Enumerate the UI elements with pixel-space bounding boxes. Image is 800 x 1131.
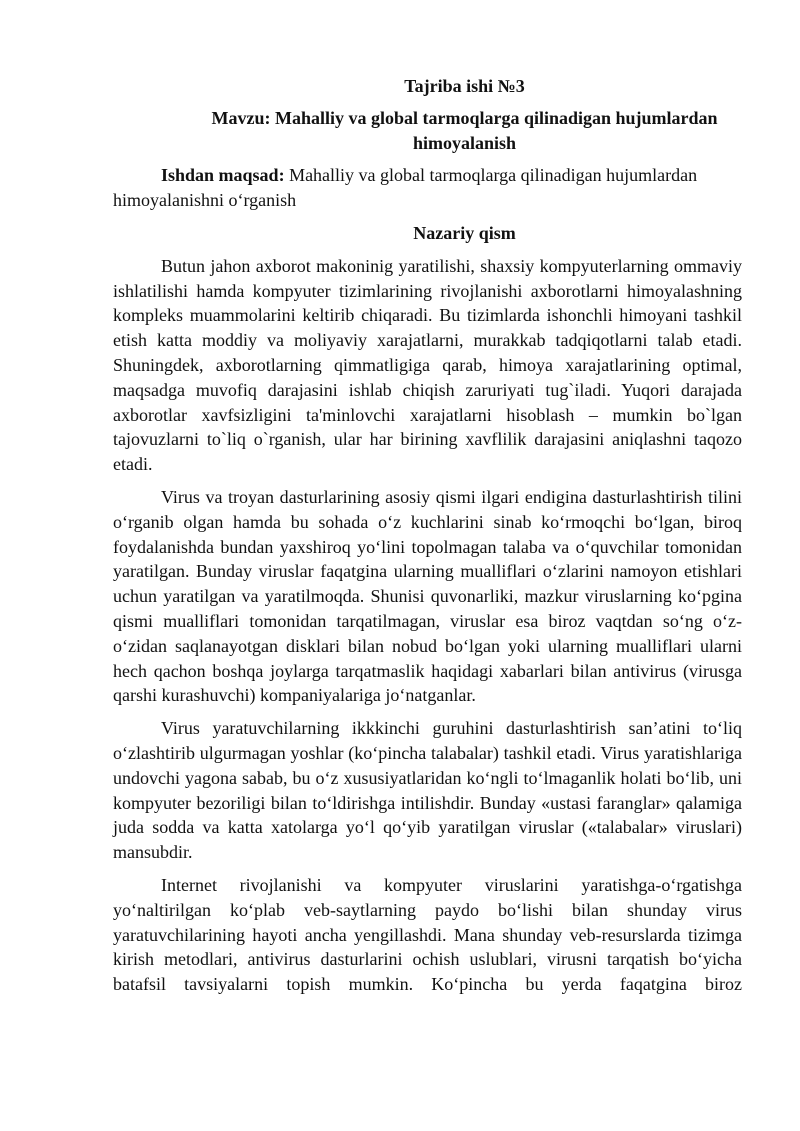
goal-text: Mahalliy va global tarmoqlarga qilinadigan hujumlardan himoyalanishni oʻrganish [113, 165, 698, 211]
paragraph: Virus va troyan dasturlarining asosiy qismi ilgari endigina dasturlashtirish tilini oʻrganib olgan hamda bu sohada oʻz kuchlarini sinab koʻrmoqchi boʻlgan, biroq foydalanishda bundan yaxshiroq yoʻlini topolmagan talaba va oʻquvchilar tomonidan yaratilgan. Bunday viruslar faqatgina ularning mualliflari oʻzlarini namoyon etishlari uchun yaratilgan va yaratilmoqda. Shunisi quvonarliki, mazkur viruslarning koʻpgina qismi mualliflari tomonidan tarqatilmagan, viruslar esa biroz vaqtdan soʻng oʻz-oʻzidan saqlanayotgan disklari bilan nobud boʻlgan yoki ularning mualliflari ularni hech qachon boshqa joylarga tarqatmaslik haqidagi xabarlari bilan antivirus (virusga qarshi kurashuvchi) kompaniyalariga joʻnatganlar. [113, 486, 742, 706]
goal-label: Ishdan maqsad: [161, 165, 285, 186]
document-topic: Mavzu: Mahalliy va global tarmoqlarga qilinadigan hujumlardan himoyalanish [211, 107, 718, 153]
paragraph: Internet rivojlanishi va kompyuter viruslarini yaratishga-oʻrgatishga yoʻnaltirilgan koʻplab veb-saytlarning paydo boʻlishi bilan shunday virus yaratuvchilarining hayoti ancha yengillashdi. Mana shunday veb-resurslarda tizimga kirish metodlari, antivirus dasturlarini ochish uslublari, virusni tarqatish boʻyicha batafsil tavsiyalarni topish mumkin. Koʻpincha bu yerda faqatgina biroz [113, 874, 742, 995]
paragraph: Virus yaratuvchilarning ikkkinchi guruhini dasturlashtirish san’atini toʻliq oʻzlashtirib ulgurmagan yoshlar (koʻpincha talabalar) tashkil etadi. Virus yaratishlariga undovchi yagona sabab, bu oʻz xususiyatlaridan koʻngli toʻlmaganlik holati boʻlib, uni kompyuter bezoriligi bilan toʻldirishga intilishdir. Bunday «ustasi faranglar» qalamiga juda sodda va katta xatolarga yoʻl qoʻyib yaratilgan viruslar («talabalar» viruslari) mansubdir. [113, 718, 742, 863]
section-heading: Nazariy qism [413, 222, 516, 243]
paragraph: Butun jahon axborot makoninig yaratilishi, shaxsiy kompyuterlarning ommaviy ishlatilishi hamda kompyuter tizimlarining rivojlanishi axborotlarni himoyalashning kompleks muammolarini keltirib chiqaradi. Bu tizimlarda ishonchli himoyani tashkil etish katta moddiy va moliyaviy xarajatlarni, murakkab tadqiqotlarni talab etadi. Shuningdek, axborotlarning qimmatligiga qarab, himoya xarajatlarining optimal, maqsadga muvofiq darajasini ishlab chiqish zaruriyati tug`iladi. Yuqori darajada axborotlar xavfsizligini ta'minlovchi xarajatlarni hisoblash – mumkin bo`lgan tajovuzlarni to`liq o`rganish, ular har birining xavflilik darajasini aniqlashni taqozo etadi. [113, 255, 742, 475]
document-title: Tajriba ishi №3 [404, 76, 525, 96]
document-goal [113, 163, 742, 213]
document-page [113, 74, 742, 1005]
